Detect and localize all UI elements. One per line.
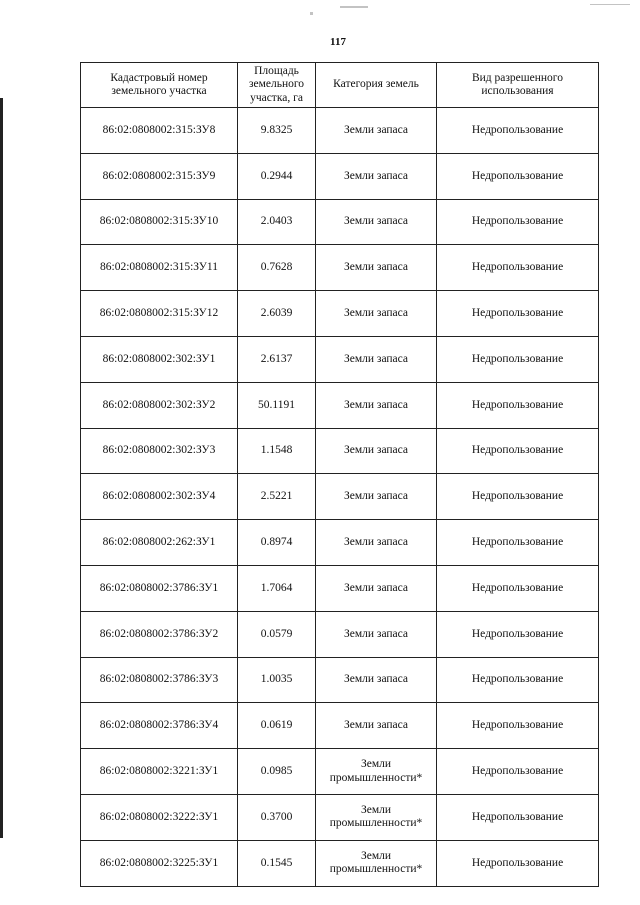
cell-cadastral-number: 86:02:0808002:3786:ЗУ4	[81, 703, 238, 749]
scan-speck	[590, 4, 630, 5]
table-row	[81, 657, 599, 703]
cell-cadastral-number: 86:02:0808002:315:ЗУ9	[81, 153, 238, 199]
cell-permitted-use: Недропользование	[437, 199, 599, 245]
cell-cadastral-number: 86:02:0808002:3786:ЗУ3	[81, 657, 238, 703]
cell-cadastral-number: 86:02:0808002:3786:ЗУ2	[81, 611, 238, 657]
cell-cadastral-number: 86:02:0808002:302:ЗУ3	[81, 428, 238, 474]
cell-cadastral-number: 86:02:0808002:3786:ЗУ1	[81, 565, 238, 611]
cell-permitted-use: Недропользование	[437, 428, 599, 474]
cell-area: 50.1191	[238, 382, 316, 428]
scan-margin-edge	[0, 98, 3, 838]
cell-area: 0.3700	[238, 794, 316, 840]
cell-land-category: Земли запаса	[316, 520, 437, 566]
cell-land-category: Земли запаса	[316, 199, 437, 245]
table-body	[81, 108, 599, 887]
cell-permitted-use: Недропользование	[437, 245, 599, 291]
table-row	[81, 520, 599, 566]
table-row	[81, 336, 599, 382]
cell-cadastral-number: 86:02:0808002:3222:ЗУ1	[81, 794, 238, 840]
header-land-category: Категория земель	[316, 63, 437, 108]
cell-land-category: Земли запаса	[316, 703, 437, 749]
cell-area: 0.2944	[238, 153, 316, 199]
page-number: 117	[330, 36, 346, 48]
cell-permitted-use: Недропользование	[437, 749, 599, 795]
cell-land-category: Земли промышленности*	[316, 794, 437, 840]
table-row	[81, 153, 599, 199]
cell-cadastral-number: 86:02:0808002:315:ЗУ8	[81, 108, 238, 154]
cell-permitted-use: Недропользование	[437, 794, 599, 840]
cell-permitted-use: Недропользование	[437, 382, 599, 428]
cell-area: 1.7064	[238, 565, 316, 611]
table-row	[81, 840, 599, 886]
cell-area: 0.8974	[238, 520, 316, 566]
cell-area: 0.0579	[238, 611, 316, 657]
cell-land-category: Земли запаса	[316, 565, 437, 611]
table-row	[81, 565, 599, 611]
cell-land-category: Земли запаса	[316, 336, 437, 382]
cell-permitted-use: Недропользование	[437, 657, 599, 703]
cell-cadastral-number: 86:02:0808002:315:ЗУ12	[81, 291, 238, 337]
cell-cadastral-number: 86:02:0808002:315:ЗУ10	[81, 199, 238, 245]
cell-area: 0.1545	[238, 840, 316, 886]
cell-cadastral-number: 86:02:0808002:315:ЗУ11	[81, 245, 238, 291]
table-row	[81, 794, 599, 840]
cell-land-category: Земли запаса	[316, 382, 437, 428]
cell-land-category: Земли запаса	[316, 428, 437, 474]
cell-area: 2.6039	[238, 291, 316, 337]
cell-land-category: Земли запаса	[316, 245, 437, 291]
header-area: Площадь земельного участка, га	[238, 63, 316, 108]
cell-land-category: Земли промышленности*	[316, 840, 437, 886]
cell-permitted-use: Недропользование	[437, 611, 599, 657]
table-row	[81, 291, 599, 337]
cell-area: 2.6137	[238, 336, 316, 382]
cell-cadastral-number: 86:02:0808002:262:ЗУ1	[81, 520, 238, 566]
header-permitted-use: Вид разрешенного использования	[437, 63, 599, 108]
table-row	[81, 199, 599, 245]
cell-area: 0.0619	[238, 703, 316, 749]
cell-land-category: Земли запаса	[316, 657, 437, 703]
table-row	[81, 382, 599, 428]
cell-land-category: Земли запаса	[316, 474, 437, 520]
cell-area: 1.1548	[238, 428, 316, 474]
cell-land-category: Земли запаса	[316, 611, 437, 657]
land-plots-table	[80, 62, 599, 887]
table-row	[81, 703, 599, 749]
cell-land-category: Земли запаса	[316, 291, 437, 337]
scan-speck	[340, 6, 368, 8]
table-header-row	[81, 63, 599, 108]
table-row	[81, 428, 599, 474]
table-row	[81, 474, 599, 520]
cell-area: 2.5221	[238, 474, 316, 520]
cell-permitted-use: Недропользование	[437, 474, 599, 520]
table-row	[81, 245, 599, 291]
cell-cadastral-number: 86:02:0808002:3225:ЗУ1	[81, 840, 238, 886]
cell-cadastral-number: 86:02:0808002:302:ЗУ4	[81, 474, 238, 520]
cell-permitted-use: Недропользование	[437, 565, 599, 611]
cell-permitted-use: Недропользование	[437, 336, 599, 382]
cell-land-category: Земли запаса	[316, 108, 437, 154]
cell-area: 1.0035	[238, 657, 316, 703]
cell-land-category: Земли запаса	[316, 153, 437, 199]
cell-permitted-use: Недропользование	[437, 108, 599, 154]
cell-permitted-use: Недропользование	[437, 703, 599, 749]
table-row	[81, 611, 599, 657]
cell-permitted-use: Недропользование	[437, 291, 599, 337]
cell-area: 9.8325	[238, 108, 316, 154]
cell-area: 0.7628	[238, 245, 316, 291]
cell-area: 0.0985	[238, 749, 316, 795]
cell-cadastral-number: 86:02:0808002:302:ЗУ1	[81, 336, 238, 382]
cell-permitted-use: Недропользование	[437, 153, 599, 199]
table-row	[81, 749, 599, 795]
cell-cadastral-number: 86:02:0808002:3221:ЗУ1	[81, 749, 238, 795]
scan-speck	[310, 12, 313, 15]
cell-permitted-use: Недропользование	[437, 840, 599, 886]
header-cadastral-number: Кадастровый номер земельного участка	[81, 63, 238, 108]
cell-land-category: Земли промышленности*	[316, 749, 437, 795]
table-row	[81, 108, 599, 154]
cell-permitted-use: Недропользование	[437, 520, 599, 566]
cell-cadastral-number: 86:02:0808002:302:ЗУ2	[81, 382, 238, 428]
cell-area: 2.0403	[238, 199, 316, 245]
